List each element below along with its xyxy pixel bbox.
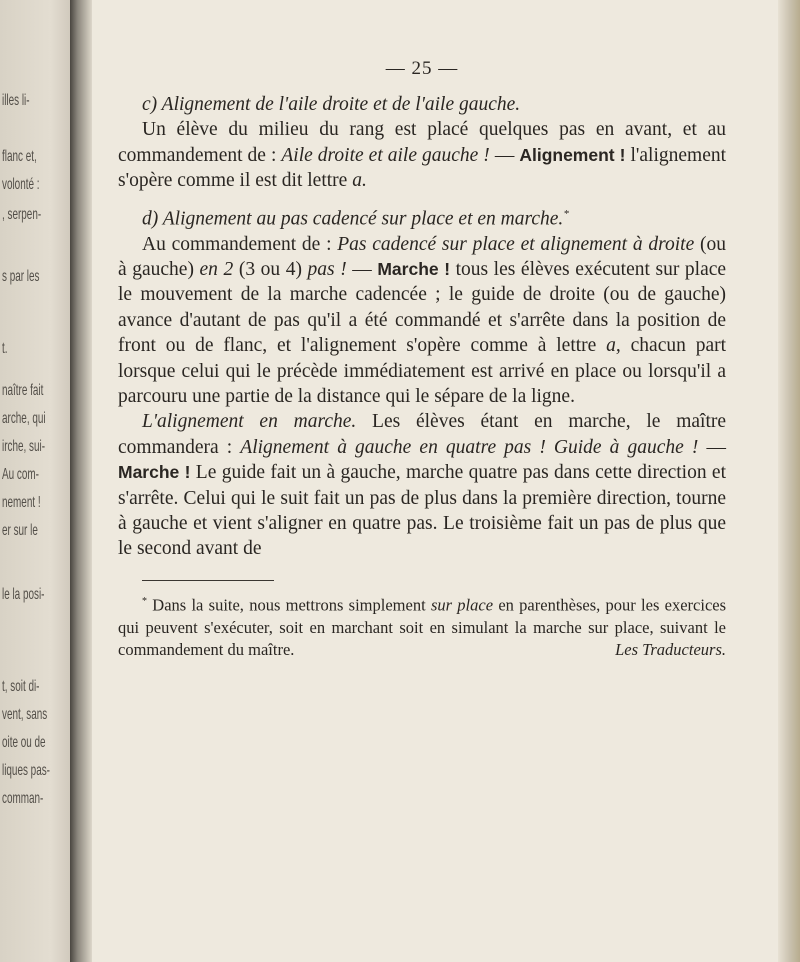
note-mark: *	[563, 207, 569, 220]
margin-fragment: t.	[2, 340, 8, 357]
margin-fragment: , serpen-	[2, 206, 42, 223]
margin-fragment: naître fait	[2, 382, 44, 399]
paragraph-e	[118, 409, 726, 561]
section-heading-c: c) Alignement de l'aile droite et de l'aile gauche.	[142, 94, 521, 115]
margin-fragment: Au com-	[2, 466, 39, 483]
page-body	[118, 58, 726, 662]
margin-fragment: comman-	[2, 790, 44, 807]
text-run: chacun part lorsque celui qui le précède immédiatement est arrivé en place ou lorsqu'il a parcouru une partie de la distance qui le sépare de la ligne.	[118, 335, 727, 407]
paragraph-d	[118, 232, 726, 410]
paragraph-c	[118, 117, 726, 193]
text-run: tous les élèves exécutent sur place le mouvement de la marche cadencée ; le guide de droite (ou de gauche) avance d'autant de pas qu'il a été commandé et s'arrête dans la position de front ou de flanc, et l'alignement s'opère comme à lettre	[118, 258, 727, 357]
text-run: l'alignement s'opère comme il est dit lettre	[118, 144, 727, 192]
run-in-heading: L'alignement en marche.	[142, 411, 357, 433]
dash: —	[494, 144, 515, 166]
margin-fragment: arche, qui	[2, 410, 46, 427]
italic-run: sur place	[430, 595, 494, 615]
text-run: Au commandement de :	[142, 233, 332, 255]
footnote-signature: Les Traducteurs.	[615, 640, 726, 660]
command-bold: Marche !	[118, 462, 191, 483]
margin-fragment: er sur le	[2, 522, 38, 539]
command-bold: Marche !	[377, 258, 451, 279]
margin-fragment: s par les	[2, 268, 40, 285]
text-run: en parenthèses, pour les exercices qui peuvent s'exécuter, soit en marchant soit en simulant la marche sur place, suivant le commandement du maître.	[118, 595, 727, 660]
dash: —	[706, 436, 726, 458]
page-edge	[778, 0, 800, 962]
margin-fragment: flanc et,	[2, 148, 37, 165]
heading-text: d) Alignement au pas cadencé sur place et en marche.	[142, 208, 564, 230]
margin-fragment: illes li-	[2, 92, 30, 109]
letter-ref: a,	[606, 335, 621, 357]
text-run: Les élèves étant en marche, le maître commandera :	[118, 411, 727, 458]
dash: —	[352, 258, 372, 280]
text-run: Un élève du milieu du rang est placé quelques pas en avant, et au commandement de :	[118, 119, 726, 166]
command-bold: Alignement !	[519, 144, 626, 165]
command-text: Pas cadencé sur place et alignement à droite	[337, 233, 695, 255]
margin-fragment: volonté :	[2, 176, 40, 193]
text-run: Dans la suite, nous mettrons simplement	[152, 595, 426, 615]
command-text: Alignement à gauche en quatre pas ! Guide à gauche !	[240, 436, 699, 458]
margin-fragment: t, soit di-	[2, 678, 40, 695]
command-text: pas !	[307, 258, 347, 280]
footnote-rule	[142, 580, 274, 581]
text-run: Le guide fait un à gauche, marche quatre pas dans cette direction et s'arrête. Celui qui le suit fait un pas de plus dans la première direction, tourne à gauche et vient s'aligner en quatre pas. Le troisième fait un pas de plus que le second avant de	[118, 462, 726, 560]
page-number: — 25 —	[385, 58, 459, 79]
margin-fragment: le la posi-	[2, 586, 45, 603]
text-run: (3 ou 4)	[238, 258, 302, 280]
margin-fragment: irche, sui-	[2, 438, 46, 455]
margin-fragment: oite ou de	[2, 734, 46, 751]
book-gutter	[70, 0, 92, 962]
margin-fragment: vent, sans	[2, 706, 48, 723]
section-heading-d	[118, 202, 726, 232]
command-text: en 2	[199, 258, 234, 280]
text-run: (ou à gauche)	[118, 233, 726, 280]
margin-fragment: liques pas-	[2, 762, 50, 779]
margin-fragment: nement !	[2, 494, 41, 511]
letter-ref: a.	[352, 170, 367, 192]
command-text: Aile droite et aile gauche !	[281, 144, 490, 166]
footnote	[118, 591, 726, 662]
note-mark: *	[142, 595, 147, 607]
facing-page-bleed	[0, 0, 72, 962]
